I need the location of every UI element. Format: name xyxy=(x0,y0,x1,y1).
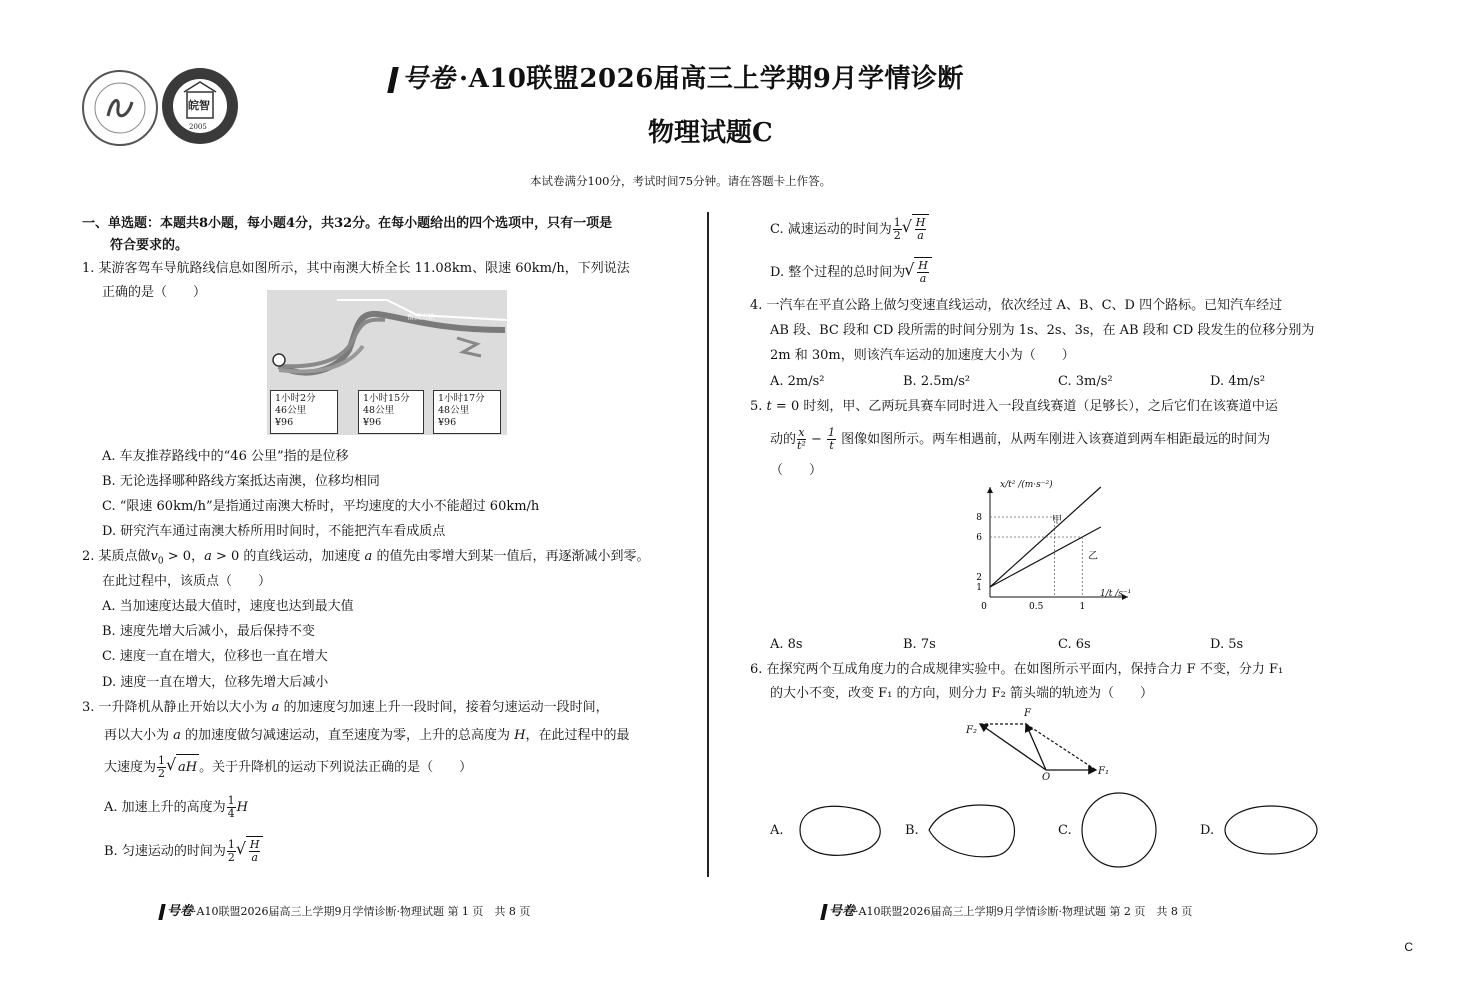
frac-den: 2 xyxy=(227,851,235,864)
q3-b-sqrt xyxy=(246,836,264,867)
frac-den: 2 xyxy=(158,767,166,780)
sqrt-fraction xyxy=(249,839,261,864)
title-brand-mark xyxy=(387,67,399,93)
q5-stem-part: 图像如图所示。两车相遇前，从两车刚进入该赛道到两车相距最远的时间为 xyxy=(837,432,1271,447)
route-distance: 48公里 xyxy=(363,405,395,416)
q3-b-fraction xyxy=(227,839,236,864)
q3-a-fraction xyxy=(227,795,236,820)
q3-stem-part: 大速度为 xyxy=(104,760,157,775)
q5-stem-part: = 0 时刻，甲、乙两玩具赛车同时进入一段直线赛道（足够长），之后它们在该赛道中运 xyxy=(771,399,1278,414)
q5-option-b: B. 7s xyxy=(903,637,936,652)
q6-force-diagram xyxy=(960,708,1120,790)
x-tick-label: 0 xyxy=(981,602,987,612)
footer-right xyxy=(822,900,1192,920)
q1-stem-cont: 正确的是（ ） xyxy=(102,285,207,300)
q6-option-d-shape xyxy=(1222,800,1322,862)
q4-option-b: B. 2.5m/s² xyxy=(903,374,971,389)
q6-option-a-shape xyxy=(790,800,890,862)
x-tick-label: 1 xyxy=(1079,602,1086,612)
frac-den: 4 xyxy=(227,807,235,820)
route-time: 1小时17分 xyxy=(438,393,485,404)
q3-d-sqrt xyxy=(914,257,932,288)
option-text: A. 加速上升的高度为 xyxy=(104,800,226,815)
corner-mark: C xyxy=(1404,940,1413,954)
y-tick-label: 8 xyxy=(976,513,982,523)
route-price: ¥96 xyxy=(438,417,457,428)
q2-v-subscript: 0 xyxy=(157,556,164,567)
q1-bridge-label: 南澳大桥 xyxy=(407,313,435,321)
q3-option-d xyxy=(770,257,932,288)
q5-stem-part: − xyxy=(806,432,827,447)
q5-option-a: A. 8s xyxy=(770,637,803,652)
q2-a-symbol: a xyxy=(204,549,212,564)
q3-c-fraction xyxy=(893,217,902,242)
q1-option-b: B. 无论选择哪种路线方案抵达南澳，位移均相同 xyxy=(102,474,380,489)
q3-option-a xyxy=(104,795,248,821)
route-price: ¥96 xyxy=(275,417,294,428)
association-emblem-icon xyxy=(84,72,156,144)
q3-fraction xyxy=(157,755,166,780)
q4-option-a: A. 2m/s² xyxy=(770,374,825,389)
q2-option-c: C. 速度一直在增大，位移也一直在增大 xyxy=(102,649,328,664)
q2-option-b: B. 速度先增大后减小，最后保持不变 xyxy=(102,624,315,639)
q2-stem-part: 2. 某质点做 xyxy=(82,549,151,564)
sqrt-fraction xyxy=(915,217,927,242)
option-text: D. 整个过程的总时间为 xyxy=(770,265,906,280)
q6-label-o: O xyxy=(1042,772,1051,783)
frac-den: a xyxy=(251,851,258,864)
q5-ylabel: x/t² /(m·s⁻²) xyxy=(1000,480,1053,490)
q2-stem-part: 的值先由零增大到某一值后，再逐渐减小到零。 xyxy=(372,549,650,564)
frac-num: 1 xyxy=(828,426,836,439)
q3-sqrt: √ aH xyxy=(176,754,199,781)
q2-option-a: A. 当加速度达最大值时，速度也达到最大值 xyxy=(102,599,354,614)
frac-num: √ H xyxy=(249,838,260,851)
page-title xyxy=(390,58,964,95)
q3-c-sqrt xyxy=(912,214,930,245)
footer-brand: 号卷 xyxy=(167,904,194,919)
frac-num: √ H xyxy=(915,216,926,229)
route-time: 1小时15分 xyxy=(363,393,410,404)
q3-stem-part: 的加速度做匀减速运动，直至速度为零，上升的总高度为 xyxy=(180,728,515,743)
q5-t-symbol: t xyxy=(766,399,772,414)
y-tick-label: 1 xyxy=(976,583,982,593)
q5-stem-line2 xyxy=(770,426,1270,454)
exam-note: 本试卷满分100分，考试时间75分钟。请在答题卡上作答。 xyxy=(530,174,832,188)
q6-option-d: D. xyxy=(1200,823,1215,838)
frac-den: t xyxy=(829,439,834,452)
q1-option-d: D. 研究汽车通过南澳大桥所用时间时，不能把汽车看成质点 xyxy=(102,524,446,539)
q5-stem-cont: （ ） xyxy=(770,463,823,478)
series-line-2 xyxy=(990,527,1101,587)
q3-a-symbol: a xyxy=(271,700,280,715)
q6-option-c: C. xyxy=(1058,823,1072,838)
frac-den: a xyxy=(917,229,924,242)
q1-route-option-2 xyxy=(358,390,424,434)
q6-option-a: A. xyxy=(770,823,784,838)
sqrt-fraction xyxy=(917,260,929,285)
q1-route-option-3 xyxy=(433,390,501,434)
q3-option-b xyxy=(104,836,263,867)
q3-stem-line3 xyxy=(104,754,472,781)
association-logo xyxy=(82,70,158,146)
q1-stem: 1. 某游客驾车导航路线信息如图所示，其中南澳大桥全长 11.08km、限速 60km/h，下列说法 xyxy=(82,261,630,276)
q2-option-d: D. 速度一直在增大，位移先增大后减小 xyxy=(102,675,329,690)
q3-stem-line2 xyxy=(104,727,630,745)
section-heading: 一、单选题：本题共8小题，每小题4分，共32分。在每小题给出的四个选项中，只有一项是 xyxy=(82,216,613,231)
y-axis-arrow xyxy=(987,487,993,493)
footer-brand: 号卷 xyxy=(829,904,856,919)
footer-left xyxy=(160,900,530,920)
x-tick-label: 0.5 xyxy=(1028,602,1044,612)
q4-stem: 4. 一汽车在平直公路上做匀变速直线运动，依次经过 A、B、C、D 四个路标。已知汽车经过 xyxy=(750,298,1283,313)
q5-option-d: D. 5s xyxy=(1210,637,1244,652)
q5-stem-part: 5. xyxy=(750,399,767,414)
q3-stem xyxy=(82,699,609,717)
footer-text: ·A10联盟2026届高三上学期9月学情诊断·物理试题 第 1 页 共 8 页 xyxy=(193,905,531,918)
q3-stem-part: ，在此过程中的最 xyxy=(525,728,630,743)
frac-num: 1 xyxy=(893,216,901,229)
footer-text: ·A10联盟2026届高三上学期9月学情诊断·物理试题 第 2 页 共 8 页 xyxy=(855,905,1193,918)
title-text: ·A10联盟2026届高三上学期9月学情诊断 xyxy=(459,64,964,94)
q2-stem xyxy=(82,548,649,571)
frac-num: √ H xyxy=(918,259,928,272)
q6-option-b-shape xyxy=(925,800,1025,862)
column-divider xyxy=(707,212,709,877)
q2-stem-part: > 0 的直线运动，加速度 xyxy=(211,549,365,564)
frac-den: 2 xyxy=(893,229,901,242)
q3-option-c xyxy=(770,214,929,245)
section-heading-cont: 符合要求的。 xyxy=(110,238,189,253)
q4-option-d: D. 4m/s² xyxy=(1210,374,1266,389)
wanzhi-center-text: 皖智 xyxy=(188,99,210,112)
q3-stem-part: 再以大小为 xyxy=(104,728,174,743)
q6-option-b: B. xyxy=(905,823,919,838)
q3-stem-part: 。关于升降机的运动下列说法正确的是（ ） xyxy=(199,760,473,775)
q1-route-map xyxy=(267,290,507,390)
q6-label-f2: F₂ xyxy=(966,725,977,736)
q5-stem-part: 动的 xyxy=(770,432,797,447)
option-text: H xyxy=(236,800,248,815)
wanzhi-logo xyxy=(162,68,238,144)
frac-num: 1 xyxy=(158,754,166,767)
q3-stem-part: 的加速度匀加速上升一段时间，接着匀速运动一段时间， xyxy=(279,700,609,715)
q5-fraction-t xyxy=(827,427,836,452)
route-time: 1小时2分 xyxy=(275,393,316,404)
q6-stem: 6. 在探究两个互成角度力的合成规律实验中。在如图所示平面内，保持合力 F 不变，分力 F₁ xyxy=(750,662,1284,677)
route-distance: 46公里 xyxy=(275,405,307,416)
option-text: B. 匀速运动的时间为 xyxy=(104,844,226,859)
q5-fraction-x xyxy=(797,427,806,452)
q1-option-c: C. “限速 60km/h”是指通过南澳大桥时，平均速度的大小不能超过 60km/h xyxy=(102,499,540,514)
q2-a-symbol: a xyxy=(364,549,373,564)
q3-h-symbol: H xyxy=(514,728,526,743)
footer-brand-mark xyxy=(820,904,827,920)
y-tick-label: 6 xyxy=(976,533,982,543)
frac-num: 1 xyxy=(227,794,235,807)
frac-num: 1 xyxy=(227,838,235,851)
route-price: ¥96 xyxy=(363,417,382,428)
frac-den: a xyxy=(919,272,927,285)
q4-stem-cont: 2m 和 30m，则该汽车运动的加速度大小为（ ） xyxy=(770,348,1075,363)
q5-chart xyxy=(960,475,1140,615)
q1-route-option-1 xyxy=(270,390,338,434)
y-tick-label: 2 xyxy=(976,573,982,583)
route-distance: 48公里 xyxy=(438,405,470,416)
q6-label-f: F xyxy=(1024,708,1031,719)
q1-option-a: A. 车友推荐路线中的“46 公里”指的是位移 xyxy=(102,449,349,464)
q5-series-jia-label: 甲 xyxy=(1052,515,1062,526)
q2-stem-part: > 0， xyxy=(163,549,205,564)
q3-a-symbol: a xyxy=(173,728,181,743)
q2-stem-cont: 在此过程中，该质点（ ） xyxy=(102,574,272,589)
q5-option-c: C. 6s xyxy=(1058,637,1091,652)
q6-label-f1: F₁ xyxy=(1098,766,1109,777)
option-text: C. 减速运动的时间为 xyxy=(770,222,892,237)
q4-stem-cont: AB 段、BC 段和 CD 段所需的时间分别为 1s、2s、3s，在 AB 段和 CD 段发生的位移分别为 xyxy=(770,323,1315,338)
wanzhi-year: 2005 xyxy=(189,123,207,131)
page-subtitle: 物理试题C xyxy=(648,118,773,148)
title-brand: 号卷 xyxy=(402,64,456,94)
q3-stem-part: 3. 一升降机从静止开始以大小为 xyxy=(82,700,272,715)
q6-force-vectors xyxy=(960,708,1120,790)
q5-series-yi-label: 乙 xyxy=(1088,551,1098,562)
q4-option-c: C. 3m/s² xyxy=(1058,374,1113,389)
q5-stem xyxy=(750,398,1278,416)
q2-v-symbol: v xyxy=(150,549,158,564)
frac-num: x xyxy=(798,426,805,439)
footer-brand-mark xyxy=(158,904,165,920)
q5-xlabel: 1/t /s⁻¹ xyxy=(1100,589,1132,599)
q6-stem-cont: 的大小不变，改变 F₁ 的方向，则分力 F₂ 箭头端的轨迹为（ ） xyxy=(770,686,1153,701)
q6-option-c-shape xyxy=(1078,790,1168,870)
frac-den: t² xyxy=(797,439,806,452)
